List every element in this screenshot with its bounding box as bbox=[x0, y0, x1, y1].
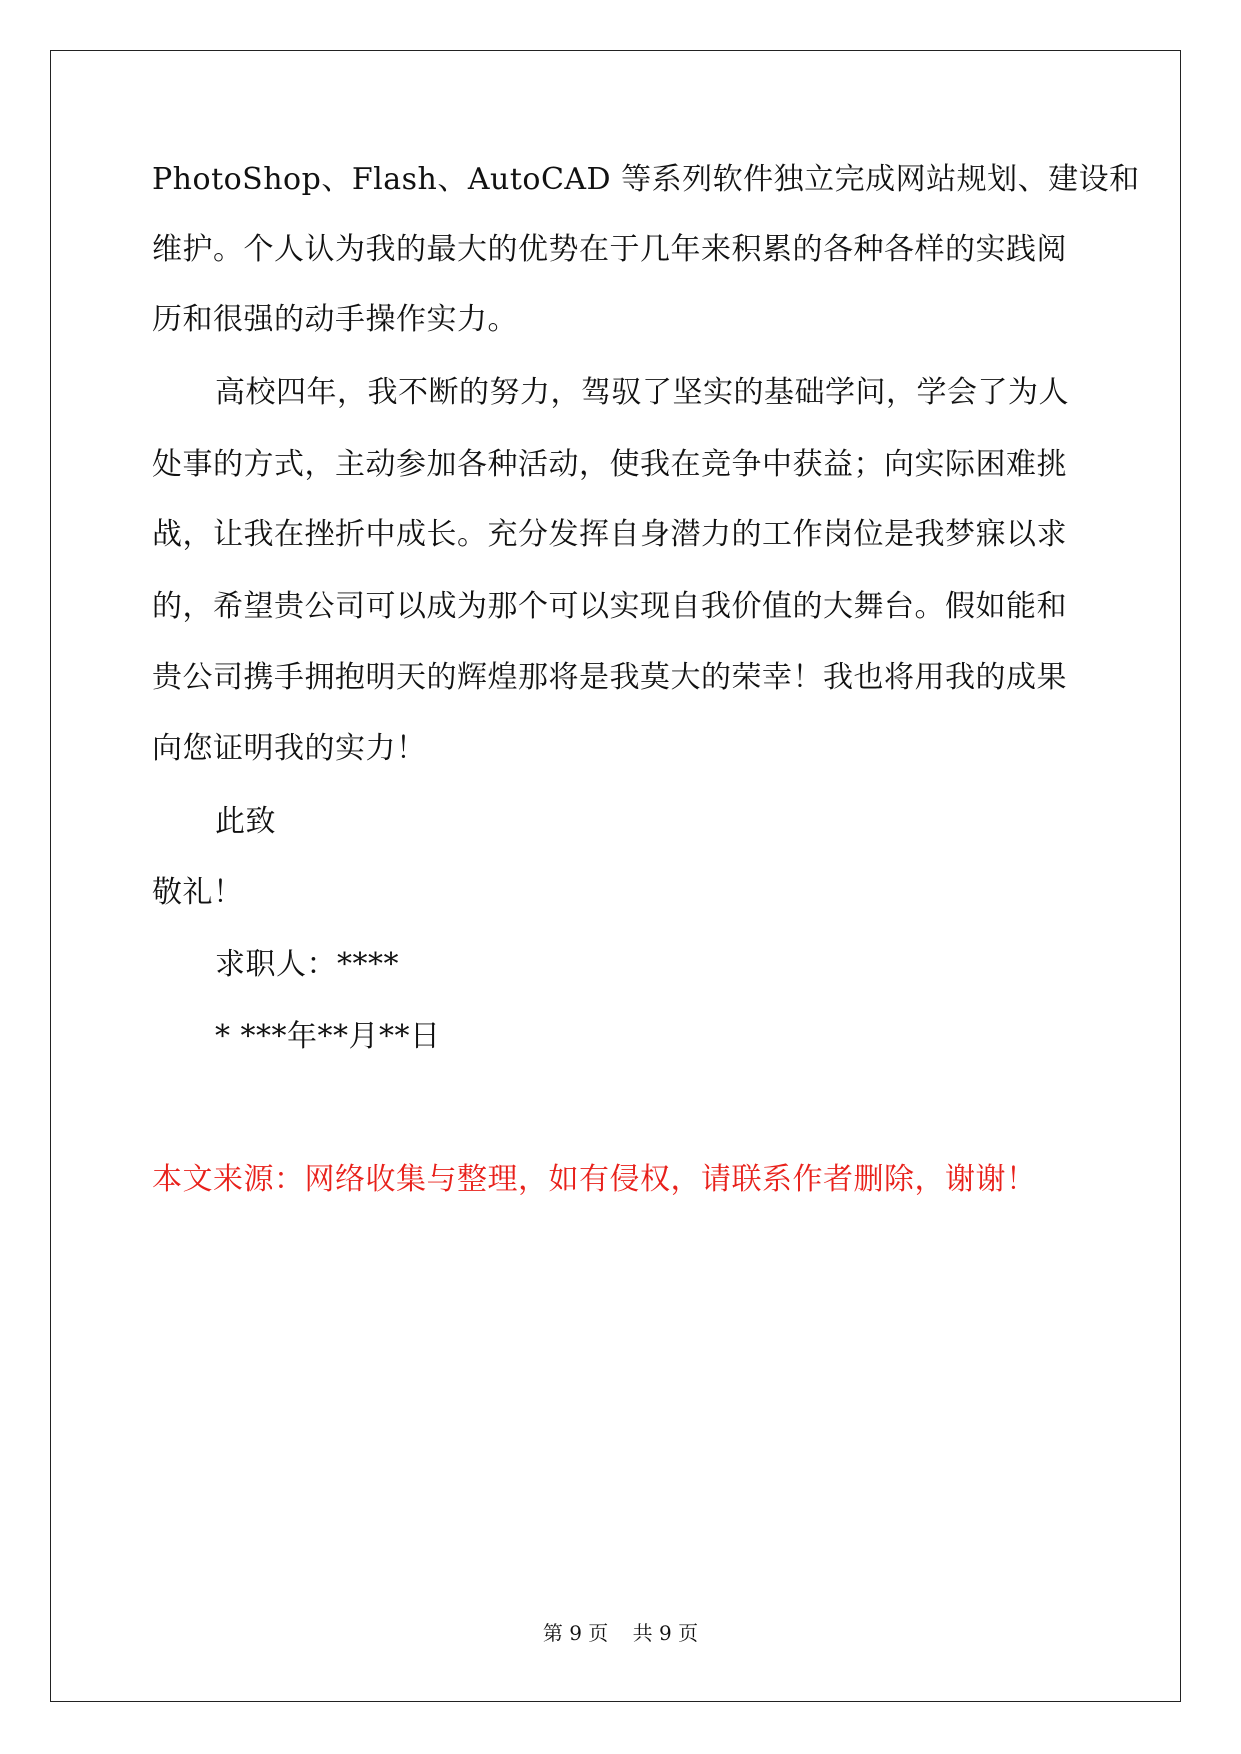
applicant-line: 求职人：**** bbox=[215, 947, 399, 982]
paragraph-line: 维护。个人认为我的最大的优势在于几年来积累的各种各样的实践阅 bbox=[152, 232, 1067, 267]
paragraph-line: 的，希望贵公司可以成为那个可以实现自我价值的大舞台。假如能和 bbox=[152, 589, 1067, 624]
paragraph-line: 高校四年，我不断的努力，驾驭了坚实的基础学问，学会了为人 bbox=[215, 375, 1069, 410]
page-number-total: 共 9 页 bbox=[632, 1621, 699, 1645]
copyright-notice: 本文来源：网络收集与整理，如有侵权，请联系作者删除，谢谢！ bbox=[152, 1162, 1037, 1197]
paragraph-line: 贵公司携手拥抱明天的辉煌那将是我莫大的荣幸！我也将用我的成果 bbox=[152, 660, 1067, 695]
date-line: * ***年**月**日 bbox=[215, 1019, 441, 1054]
page-number-current: 第 9 页 bbox=[542, 1621, 609, 1645]
paragraph-line: PhotoShop、Flash、AutoCAD 等系列软件独立完成网站规划、建设和 bbox=[152, 162, 1140, 197]
salute-line: 敬礼！ bbox=[152, 875, 244, 910]
paragraph-line: 战，让我在挫折中成长。充分发挥自身潜力的工作岗位是我梦寐以求 bbox=[152, 517, 1067, 552]
closing-line: 此致 bbox=[215, 804, 276, 839]
page-footer bbox=[0, 1620, 1241, 1646]
paragraph-line: 历和很强的动手操作实力。 bbox=[152, 302, 518, 337]
paragraph-line: 处事的方式，主动参加各种活动，使我在竞争中获益；向实际困难挑 bbox=[152, 447, 1067, 482]
paragraph-line: 向您证明我的实力！ bbox=[152, 731, 427, 766]
